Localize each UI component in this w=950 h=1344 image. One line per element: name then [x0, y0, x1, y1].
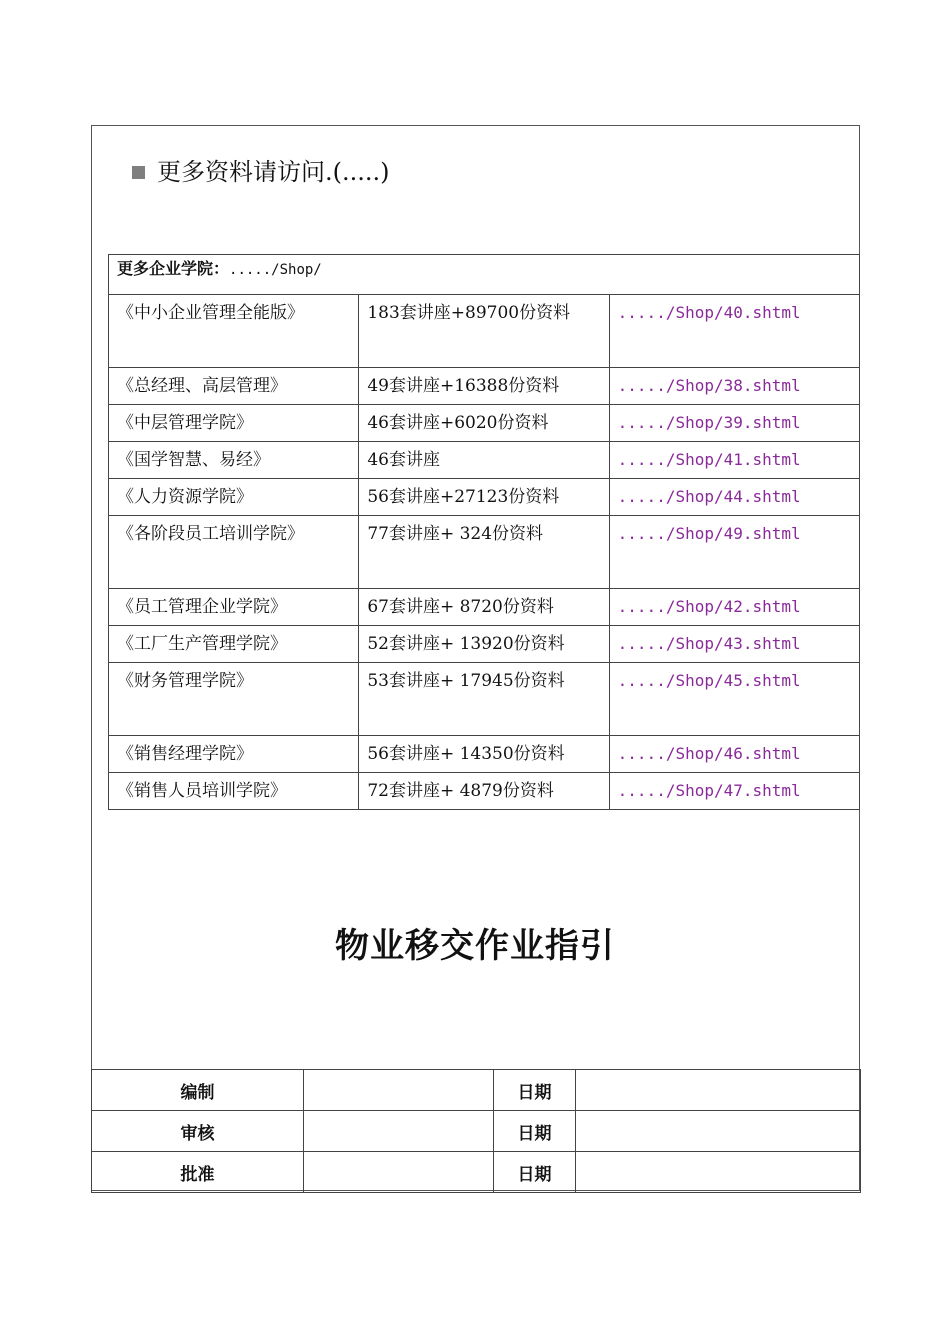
course-name: 《各阶段员工培训学院》 [109, 516, 359, 589]
course-link[interactable]: ...../Shop/47.shtml [609, 773, 859, 810]
course-link[interactable]: ...../Shop/44.shtml [609, 479, 859, 516]
signoff-date-field[interactable] [576, 1152, 861, 1193]
signoff-table [91, 1069, 861, 1193]
courses-header-row [109, 255, 860, 295]
course-link[interactable]: ...../Shop/45.shtml [609, 663, 859, 736]
square-bullet-icon [132, 166, 145, 179]
signoff-date-field[interactable] [576, 1070, 861, 1111]
course-info: 46套讲座 [359, 442, 609, 479]
signoff-date-label: 日期 [494, 1070, 576, 1111]
table-row [109, 405, 860, 442]
course-link[interactable]: ...../Shop/40.shtml [609, 295, 859, 368]
courses-header-link[interactable]: ...../Shop/ [229, 262, 322, 278]
course-link[interactable]: ...../Shop/41.shtml [609, 442, 859, 479]
table-row [109, 442, 860, 479]
course-link[interactable]: ...../Shop/46.shtml [609, 736, 859, 773]
course-info: 49套讲座+16388份资料 [359, 368, 609, 405]
courses-header-cell [109, 255, 860, 295]
course-name: 《财务管理学院》 [109, 663, 359, 736]
signoff-label: 审核 [92, 1111, 304, 1152]
course-name: 《中层管理学院》 [109, 405, 359, 442]
course-name: 《员工管理企业学院》 [109, 589, 359, 626]
signoff-value-field[interactable] [304, 1070, 494, 1111]
signoff-row [92, 1111, 861, 1152]
signoff-value-field[interactable] [304, 1152, 494, 1193]
course-info: 56套讲座+ 14350份资料 [359, 736, 609, 773]
table-row [109, 773, 860, 810]
table-row [109, 663, 860, 736]
signoff-label: 批准 [92, 1152, 304, 1193]
courses-header-label: 更多企业学院： [117, 259, 230, 278]
course-link[interactable]: ...../Shop/42.shtml [609, 589, 859, 626]
signoff-row [92, 1152, 861, 1193]
course-info: 46套讲座+6020份资料 [359, 405, 609, 442]
table-row [109, 736, 860, 773]
table-row [109, 368, 860, 405]
course-info: 77套讲座+ 324份资料 [359, 516, 609, 589]
signoff-label: 编制 [92, 1070, 304, 1111]
course-name: 《工厂生产管理学院》 [109, 626, 359, 663]
signoff-date-field[interactable] [576, 1111, 861, 1152]
course-name: 《总经理、高层管理》 [109, 368, 359, 405]
document-title: 物业移交作业指引 [335, 926, 615, 966]
course-name: 《人力资源学院》 [109, 479, 359, 516]
course-link[interactable]: ...../Shop/49.shtml [609, 516, 859, 589]
course-name: 《国学智慧、易经》 [109, 442, 359, 479]
course-link[interactable]: ...../Shop/38.shtml [609, 368, 859, 405]
signoff-date-label: 日期 [494, 1152, 576, 1193]
course-link[interactable]: ...../Shop/43.shtml [609, 626, 859, 663]
course-info: 67套讲座+ 8720份资料 [359, 589, 609, 626]
course-info: 56套讲座+27123份资料 [359, 479, 609, 516]
table-row [109, 516, 860, 589]
course-info: 183套讲座+89700份资料 [359, 295, 609, 368]
visit-line [132, 156, 390, 188]
course-name: 《中小企业管理全能版》 [109, 295, 359, 368]
courses-table [108, 254, 860, 810]
visit-text: 更多资料请访问.(.....) [157, 158, 390, 186]
course-info: 52套讲座+ 13920份资料 [359, 626, 609, 663]
table-row [109, 589, 860, 626]
signoff-row [92, 1070, 861, 1111]
course-name: 《销售人员培训学院》 [109, 773, 359, 810]
table-row [109, 626, 860, 663]
table-row [109, 295, 860, 368]
course-info: 72套讲座+ 4879份资料 [359, 773, 609, 810]
course-name: 《销售经理学院》 [109, 736, 359, 773]
course-link[interactable]: ...../Shop/39.shtml [609, 405, 859, 442]
signoff-date-label: 日期 [494, 1111, 576, 1152]
course-info: 53套讲座+ 17945份资料 [359, 663, 609, 736]
signoff-value-field[interactable] [304, 1111, 494, 1152]
table-row [109, 479, 860, 516]
